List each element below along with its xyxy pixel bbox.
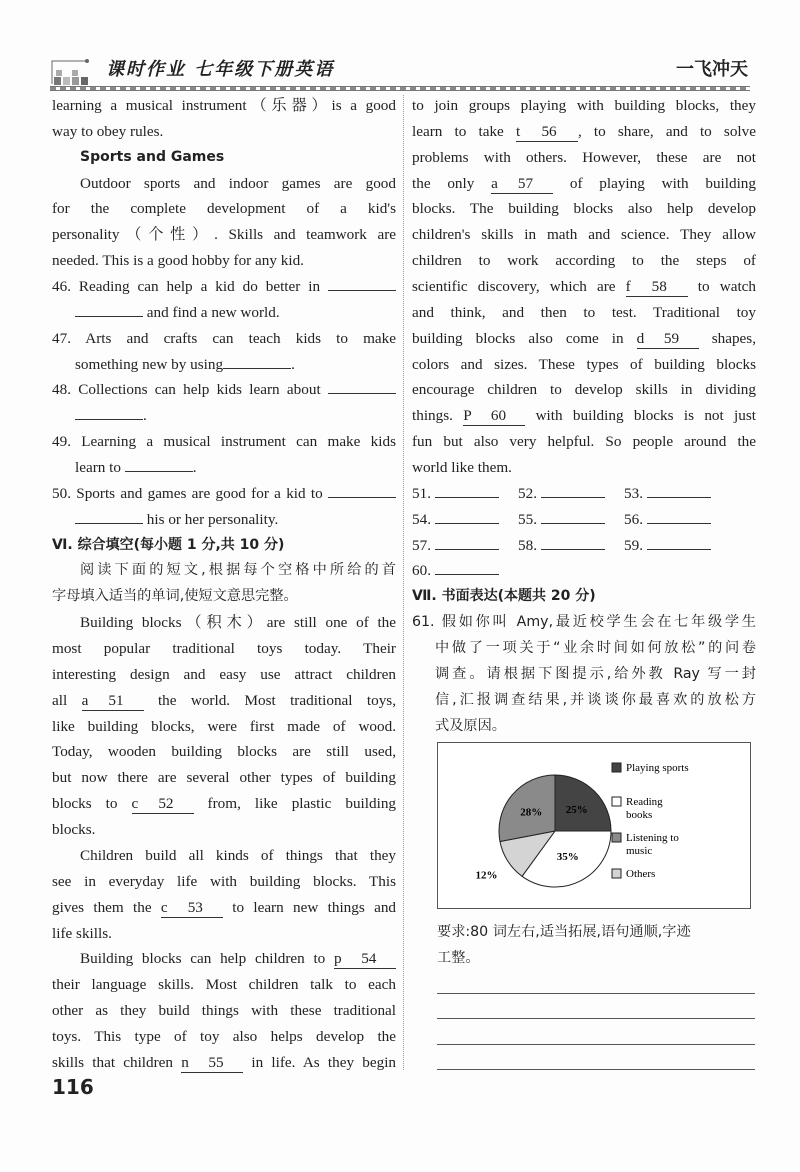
text-line (52, 843, 396, 869)
fill-blank-51[interactable] (82, 692, 144, 711)
answer-blank[interactable] (541, 481, 605, 498)
answer-slot[interactable] (624, 507, 730, 533)
legend-swatch (612, 869, 621, 878)
text-line (52, 714, 396, 740)
text-segment: children's skills in math and science. They allow (412, 226, 756, 244)
blank-letter: d (636, 329, 645, 347)
text-line (52, 377, 396, 403)
text-segment: things. (412, 407, 464, 425)
text-line (412, 248, 756, 274)
text-segment: 48. Collections can help kids learn about (52, 381, 328, 399)
blank-number: 56 (541, 122, 557, 140)
text-segment: life skills. (52, 924, 112, 942)
text-segment: of playing with building (553, 174, 756, 192)
answer-blank[interactable] (125, 455, 193, 472)
text-line (412, 688, 756, 714)
text-line (412, 610, 756, 636)
blank-letter: c (131, 795, 139, 813)
text-segment: but now there are several other types of building (52, 769, 396, 787)
header-title: 课时作业 七年级下册英语 (106, 59, 335, 80)
text-line (412, 196, 756, 222)
text-segment: 字母填入适当的单词,使短文意思完整。 (52, 588, 298, 605)
pie-slice-playing-sports (555, 775, 611, 831)
text-segment: learn to take (412, 122, 516, 140)
pie-slice-label: 25% (565, 804, 588, 817)
text-line (52, 326, 396, 352)
answer-number: 58. (518, 536, 537, 554)
blank-letter: f (625, 278, 631, 296)
text-segment: Ⅶ. 书面表达(本题共 20 分) (412, 588, 596, 605)
legend-label: Listening to (626, 832, 679, 844)
blank-letter: P (463, 407, 472, 425)
text-segment: to learn new things and (222, 898, 397, 916)
legend-label: Others (626, 868, 656, 880)
text-segment: . (291, 355, 295, 373)
text-segment: all (52, 691, 82, 709)
text-segment: blocks. The building blocks also help develop (412, 200, 756, 218)
text-segment: Today, wooden building blocks are still used, (52, 743, 396, 761)
legend-label: Playing sports (626, 762, 689, 774)
legend-swatch (612, 833, 621, 842)
text-line (52, 558, 396, 584)
text-line (52, 1050, 396, 1076)
fill-blank-59[interactable] (637, 330, 699, 349)
blank-number: 58 (651, 278, 667, 296)
text-line (52, 93, 396, 119)
answer-number: 57. (412, 536, 431, 554)
text-line (52, 817, 396, 843)
answer-blank[interactable] (647, 481, 711, 498)
text-segment: 调查。请根据下图提示,给外教 Ray 写一封 (435, 665, 756, 682)
fill-blank-55[interactable] (181, 1054, 243, 1073)
text-line (52, 222, 396, 248)
answer-number: 55. (518, 510, 537, 528)
writing-line[interactable] (437, 1018, 755, 1019)
text-segment: 46. Reading can help a kid do better in (52, 278, 328, 296)
text-line (412, 145, 756, 171)
answer-number: 56. (624, 510, 643, 528)
text-segment: Children build all kinds of things that they (80, 846, 396, 864)
answer-blank[interactable] (75, 403, 143, 420)
text-segment: for the complete development of a kid's (52, 200, 396, 218)
pie-slice-label: 35% (556, 850, 579, 863)
fill-blank-57[interactable] (491, 175, 553, 194)
text-line (52, 507, 396, 533)
answer-blank[interactable] (435, 558, 499, 575)
text-line (52, 352, 396, 378)
blank-letter: a (81, 691, 89, 709)
text-segment: blocks to (52, 795, 132, 813)
text-segment: other as they build things with these traditional (52, 1002, 396, 1020)
column-divider (403, 95, 404, 1070)
answer-slot[interactable] (518, 481, 624, 507)
text-segment: gives them the (52, 898, 161, 916)
text-line (52, 662, 396, 688)
requirement-line-1: 要求:80 词左右,适当拓展,语句通顺,字迹 (437, 924, 691, 940)
text-segment: like building blocks, were first made of wood. (52, 717, 396, 735)
answer-blank[interactable] (541, 507, 605, 524)
text-segment: children to work according to the steps of (412, 252, 756, 270)
legend-swatch (612, 797, 621, 806)
right-column (412, 93, 756, 739)
legend-label: Reading (626, 796, 663, 808)
pie-slice-label: 28% (520, 806, 543, 819)
text-segment: building blocks also come in (412, 329, 637, 347)
header-brand: 一飞冲天 (676, 59, 748, 80)
text-segment: learning a musical instrument（乐器）is a good (52, 97, 396, 114)
text-segment: world like them. (412, 459, 512, 477)
blank-letter: t (515, 122, 521, 140)
text-line (52, 972, 396, 998)
text-segment: , to share, and to solve (577, 122, 756, 140)
text-segment: Building blocks（积木）are still one of the (80, 614, 396, 632)
text-line (412, 558, 756, 584)
text-line (412, 714, 756, 740)
text-segment: encourage children to develop skills in dividing (412, 381, 756, 399)
text-line (412, 662, 756, 688)
text-line (52, 533, 396, 559)
fill-blank-56[interactable] (516, 123, 578, 142)
text-segment: learn to (75, 459, 125, 477)
text-segment: and think, and then to test. Traditional toy (412, 303, 756, 321)
text-segment: 信,汇报调查结果,并谈谈你最喜欢的放松方 (435, 691, 756, 708)
answer-slot[interactable] (624, 481, 730, 507)
answer-blank[interactable] (435, 533, 499, 550)
pie-chart-svg (438, 743, 750, 908)
answer-blank[interactable] (647, 507, 711, 524)
text-line (412, 584, 756, 610)
blank-number: 52 (158, 795, 174, 813)
text-line (412, 455, 756, 481)
header-rule (50, 86, 750, 91)
text-line (52, 455, 396, 481)
text-line (412, 222, 756, 248)
answer-number: 59. (624, 536, 643, 554)
answer-slot[interactable] (412, 507, 518, 533)
text-segment: . (192, 459, 197, 477)
text-segment: 式及原因。 (435, 717, 506, 734)
answer-slot[interactable] (412, 533, 518, 559)
fill-blank-54[interactable] (334, 950, 396, 969)
text-segment: their language skills. Most children talk to each (52, 976, 396, 994)
blank-number: 60 (490, 407, 507, 425)
text-segment: colors and sizes. These types of building blocks (412, 355, 756, 373)
text-line (52, 481, 396, 507)
text-segment: his or her personality. (143, 510, 279, 528)
text-segment: 47. Arts and crafts can teach kids to make (52, 329, 396, 347)
text-line (52, 429, 396, 455)
text-segment: fun but also very helpful. So people around the (412, 433, 756, 451)
text-segment: personality（个性）. Skills and teamwork are (52, 226, 396, 244)
text-line (52, 1024, 396, 1050)
text-segment: skills that children (52, 1053, 182, 1071)
text-segment: 49. Learning a musical instrument can make kids (52, 433, 396, 451)
text-segment: 50. Sports and games are good for a kid to (52, 484, 328, 502)
writing-requirement (437, 920, 757, 972)
text-segment: shapes, (698, 329, 756, 347)
answer-blank[interactable] (647, 533, 711, 550)
blank-number: 57 (517, 174, 534, 192)
text-segment: scientific discovery, which are (412, 278, 626, 296)
blank-number: 53 (187, 898, 203, 916)
text-line (52, 274, 396, 300)
answer-slot[interactable] (624, 533, 730, 559)
text-segment: way to obey rules. (52, 122, 164, 140)
answer-blank[interactable] (75, 507, 143, 524)
text-line (412, 274, 756, 300)
answer-blank[interactable] (435, 481, 499, 498)
answer-slot[interactable] (518, 507, 624, 533)
text-line (52, 171, 396, 197)
answer-blank[interactable] (328, 377, 396, 394)
text-segment: problems with others. However, these are not (412, 148, 756, 166)
text-segment: blocks. (52, 821, 96, 839)
text-line (412, 352, 756, 378)
blank-number: 55 (208, 1053, 224, 1071)
text-segment: Outdoor sports and indoor games are good (80, 174, 396, 192)
pie-slice-label: 12% (475, 869, 498, 882)
text-segment: from, like plastic building (193, 795, 397, 813)
answer-blank[interactable] (541, 533, 605, 550)
text-segment: 61. 假如你叫 Amy,最近校学生会在七年级学生 (412, 614, 756, 631)
blank-letter: a (491, 174, 498, 192)
text-segment: to join groups playing with building blocks, they (412, 97, 756, 114)
text-line (52, 636, 396, 662)
answer-blank[interactable] (75, 300, 143, 317)
legend-label: books (626, 809, 653, 821)
text-line (52, 688, 396, 714)
text-line (412, 326, 756, 352)
text-line (52, 584, 396, 610)
text-line (52, 196, 396, 222)
text-line (52, 119, 396, 145)
answer-number: 54. (412, 510, 431, 528)
answer-slot[interactable] (412, 558, 518, 584)
blank-number: 59 (663, 329, 680, 347)
legend-swatch (612, 763, 621, 772)
writing-line[interactable] (437, 993, 755, 994)
text-segment: the world. Most traditional toys, (143, 691, 396, 709)
text-line (52, 921, 396, 947)
text-segment: toys. This type of toy also helps develop the (52, 1027, 396, 1045)
header-logo-icon (50, 58, 100, 86)
blank-letter: c (160, 898, 168, 916)
writing-line[interactable] (437, 1044, 755, 1045)
text-segment: the only (412, 174, 492, 192)
text-segment: Sports and Games (80, 148, 225, 165)
fill-blank-60[interactable] (463, 407, 525, 426)
text-segment: . (143, 407, 147, 425)
text-line (412, 93, 756, 119)
blank-letter: p (334, 950, 342, 968)
text-segment: Building blocks can help children to (80, 950, 334, 968)
text-segment: 中做了一项关于“业余时间如何放松”的问卷 (435, 640, 756, 657)
text-line (52, 895, 396, 921)
text-line (52, 869, 396, 895)
text-line (52, 739, 396, 765)
text-line (412, 171, 756, 197)
text-segment: see in everyday life with building blocks. This (52, 872, 396, 890)
blank-letter: n (181, 1053, 189, 1071)
text-line (52, 248, 396, 274)
answer-blank[interactable] (223, 352, 291, 369)
text-line (52, 765, 396, 791)
text-segment: to watch (687, 278, 756, 296)
text-segment: most popular traditional toys today. Their (52, 640, 396, 658)
legend-label: music (626, 845, 653, 857)
fill-blank-52[interactable] (132, 795, 194, 814)
answer-number: 51. (412, 484, 431, 502)
text-segment: Ⅵ. 综合填空(每小题 1 分,共 10 分) (52, 536, 285, 553)
text-segment: with building blocks is not just (525, 407, 756, 425)
fill-blank-58[interactable] (626, 278, 688, 297)
text-line (412, 119, 756, 145)
writing-line[interactable] (437, 1069, 755, 1070)
text-segment: interesting design and easy use attract children (52, 665, 396, 683)
text-line (52, 946, 396, 972)
text-line (52, 610, 396, 636)
text-line (52, 791, 396, 817)
requirement-line-2: 工整。 (437, 949, 480, 966)
answer-number: 52. (518, 484, 537, 502)
answer-blank[interactable] (435, 507, 499, 524)
text-line (412, 377, 756, 403)
text-segment: needed. This is a good hobby for any kid. (52, 252, 304, 270)
text-line (412, 429, 756, 455)
text-line (412, 403, 756, 429)
blank-number: 51 (108, 691, 124, 709)
blank-number: 54 (361, 950, 377, 968)
text-segment: 阅读下面的短文,根据每个空格中所给的首 (80, 562, 396, 579)
answer-slot[interactable] (518, 533, 624, 559)
answer-blank[interactable] (328, 481, 396, 498)
answer-number: 53. (624, 484, 643, 502)
text-line (52, 998, 396, 1024)
text-line (412, 481, 756, 507)
text-line (412, 507, 756, 533)
text-line (52, 403, 396, 429)
answer-slot[interactable] (412, 481, 518, 507)
answer-number: 60. (412, 562, 431, 580)
fill-blank-53[interactable] (161, 899, 223, 918)
page-number: 116 (52, 1075, 94, 1099)
left-column (52, 93, 396, 1076)
pie-chart (437, 742, 751, 909)
text-line (412, 533, 756, 559)
text-segment: in life. As they begin (243, 1053, 397, 1071)
answer-blank[interactable] (328, 274, 396, 291)
text-line (52, 145, 396, 171)
text-line (52, 300, 396, 326)
text-segment: something new by using (75, 355, 224, 373)
text-line (412, 300, 756, 326)
text-line (412, 636, 756, 662)
text-segment: and find a new world. (143, 303, 280, 321)
